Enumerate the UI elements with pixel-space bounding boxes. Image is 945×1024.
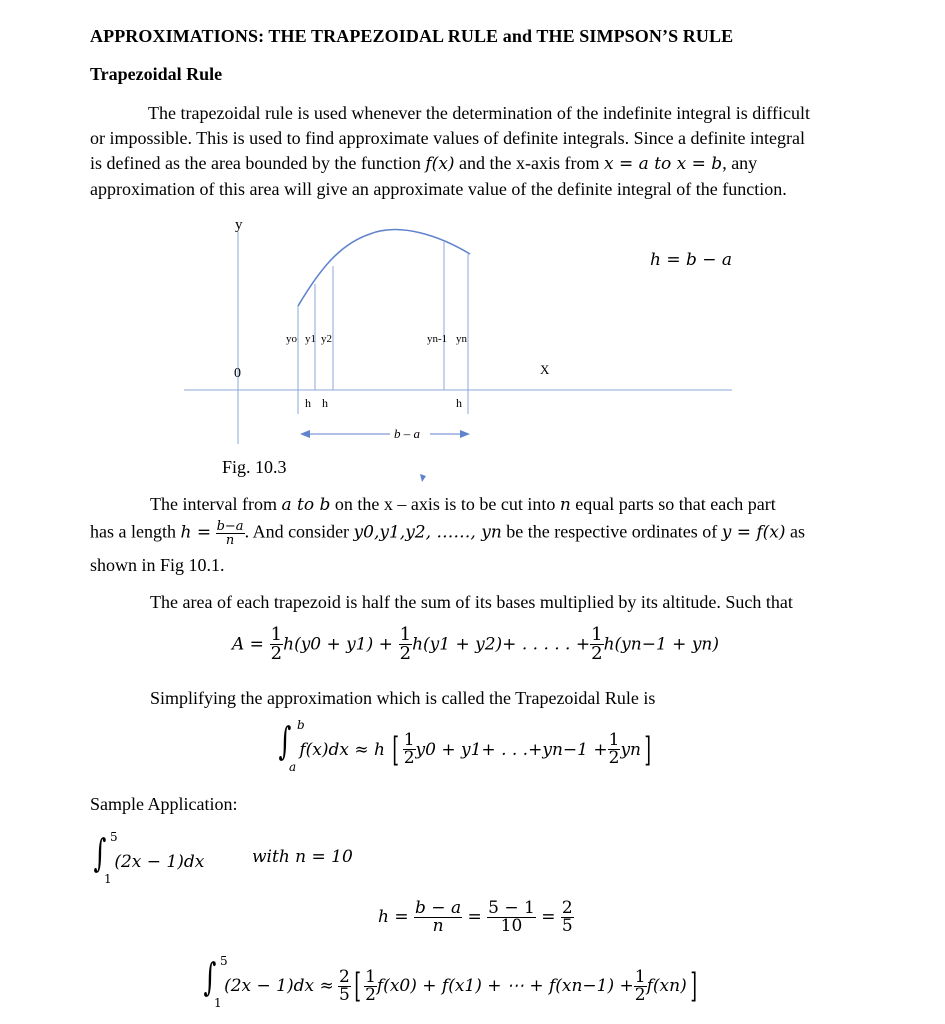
simplify-text: Simplifying the approximation which is called the Trapezoidal Rule is bbox=[150, 688, 656, 708]
final-last-term: f(xn) bbox=[646, 976, 687, 997]
text: be the respective ordinates of bbox=[501, 521, 722, 542]
page-title: APPROXIMATIONS: THE TRAPEZOIDAL RULE and THE SIMPSON’S RULE bbox=[90, 26, 734, 46]
h-fraction bbox=[561, 900, 574, 935]
formula-lhs: A = bbox=[232, 634, 264, 655]
fraction-numerator: 5 − 1 bbox=[488, 898, 535, 918]
intro-text: and the x-axis from bbox=[454, 153, 605, 173]
fraction-numerator: 2 bbox=[561, 898, 573, 918]
fraction-numerator: 1 bbox=[634, 966, 646, 987]
half-fraction bbox=[364, 966, 377, 1005]
text: The interval from bbox=[150, 494, 282, 514]
h-equation: h = b − a bbox=[650, 250, 733, 270]
fraction-numerator: 1 bbox=[270, 624, 283, 645]
function-fx: f(x) bbox=[425, 154, 455, 174]
text: . And consider bbox=[244, 521, 354, 542]
formula-term: h(y1 + y2)+ . . . . . + bbox=[412, 634, 591, 655]
cursor-arrow-icon bbox=[420, 474, 426, 482]
fraction-denominator: n bbox=[225, 533, 235, 548]
ordinates-list: y0,y1,y2, ……, yn bbox=[353, 522, 502, 543]
text: on the x – axis is to be cut into bbox=[330, 494, 560, 514]
ordinate-label: y2 bbox=[321, 333, 332, 345]
interval-range: a to b bbox=[281, 495, 331, 515]
fraction-denominator: 2 bbox=[365, 984, 376, 1005]
fraction-numerator: b−a bbox=[216, 519, 244, 534]
arrow-left-icon bbox=[300, 430, 310, 438]
n-symbol: n bbox=[559, 495, 571, 515]
lower-limit: a bbox=[289, 760, 297, 774]
h-fraction bbox=[487, 900, 536, 935]
intro-paragraph bbox=[90, 101, 858, 202]
interval-line-2 bbox=[90, 520, 860, 547]
fraction-denominator: 5 bbox=[338, 984, 350, 1005]
fraction-denominator: 2 bbox=[608, 748, 620, 769]
ordinate-label: y1 bbox=[305, 333, 316, 345]
half-fraction bbox=[270, 626, 283, 663]
fraction-numerator: 2 bbox=[338, 966, 350, 987]
sample-integral bbox=[90, 830, 205, 886]
right-bracket: ] bbox=[644, 729, 651, 770]
equals: = bbox=[541, 907, 556, 927]
h-calculation bbox=[378, 900, 574, 935]
figure-caption: Fig. 10.3 bbox=[222, 457, 287, 477]
fraction-denominator: 2 bbox=[403, 748, 415, 769]
arrow-right-icon bbox=[460, 430, 470, 438]
fraction-denominator: n bbox=[432, 916, 444, 936]
fraction-numerator: 1 bbox=[403, 730, 415, 751]
y-axis-label: y bbox=[235, 217, 243, 233]
upper-limit: 5 bbox=[220, 954, 228, 968]
h-fraction bbox=[216, 520, 245, 547]
ordinate-label: yn bbox=[456, 333, 467, 345]
h-symbol: h = bbox=[180, 522, 212, 543]
formula-term: h(y0 + y1) + bbox=[283, 634, 393, 655]
half-fraction bbox=[634, 966, 647, 1005]
formula-term: h(yn−1 + yn) bbox=[603, 634, 720, 655]
integrand: (2x − 1)dx ≈ bbox=[224, 976, 334, 997]
coefficient-fraction bbox=[338, 966, 351, 1005]
n-value: with n = 10 bbox=[252, 847, 353, 867]
ordinate-label: yo bbox=[286, 333, 297, 345]
fraction-denominator: 2 bbox=[399, 643, 412, 664]
last-term: yn bbox=[620, 739, 641, 760]
area-text: The area of each trapezoid is half the sum of its bases multiplied by its altitude. Such that bbox=[150, 592, 793, 612]
integrand: (2x − 1)dx bbox=[114, 851, 205, 872]
integral-sign: ∫ bbox=[278, 719, 292, 763]
intro-line-4: approximation of this area will give an approximate value of the definite integral of the function. bbox=[90, 179, 787, 199]
h-label: h bbox=[305, 396, 311, 410]
integral-sign: ∫ bbox=[203, 955, 217, 999]
lower-limit: 1 bbox=[104, 872, 112, 886]
integral-sign: ∫ bbox=[93, 831, 107, 875]
origin-label: 0 bbox=[234, 366, 241, 381]
upper-limit: b bbox=[297, 718, 305, 732]
trapezoidal-rule-formula bbox=[275, 718, 654, 774]
interval-line-3: shown in Fig 10.1. bbox=[90, 555, 225, 575]
fraction-numerator: 1 bbox=[591, 624, 603, 645]
text: has a length bbox=[90, 521, 181, 542]
fraction-denominator: 5 bbox=[561, 916, 573, 936]
left-bracket: [ bbox=[354, 966, 361, 1007]
half-fraction bbox=[399, 626, 412, 663]
y-function: y = f(x) bbox=[721, 522, 786, 543]
rule-terms: y0 + y1+ . . .+yn−1 + bbox=[415, 739, 608, 760]
half-fraction bbox=[590, 626, 603, 663]
section-heading: Trapezoidal Rule bbox=[90, 64, 223, 84]
x-axis-label: X bbox=[540, 362, 550, 377]
lower-limit: 1 bbox=[214, 996, 222, 1010]
text: equal parts so that each part bbox=[570, 494, 776, 514]
text: as bbox=[785, 521, 806, 542]
final-terms: f(x0) + f(x1) + ⋯ + f(xn−1) + bbox=[376, 976, 634, 997]
intro-line-1: The trapezoidal rule is used whenever the determination of the indefinite integral is difficult bbox=[148, 103, 810, 123]
left-bracket: [ bbox=[392, 729, 400, 770]
intro-text: , any bbox=[722, 153, 758, 173]
integrand: f(x)dx ≈ h bbox=[299, 739, 385, 760]
fraction-denominator: 2 bbox=[270, 643, 283, 664]
half-fraction bbox=[403, 732, 416, 767]
intro-text: is defined as the area bounded by the function bbox=[90, 153, 426, 173]
fraction-numerator: 1 bbox=[399, 624, 412, 645]
h-fraction bbox=[414, 900, 462, 935]
fraction-numerator: b − a bbox=[415, 898, 462, 918]
interval-line-1 bbox=[150, 494, 860, 515]
h-label: h bbox=[322, 396, 328, 410]
equals: = bbox=[467, 907, 482, 927]
fraction-numerator: 1 bbox=[608, 730, 620, 751]
fraction-denominator: 2 bbox=[591, 643, 603, 664]
half-fraction bbox=[608, 732, 621, 767]
h-lhs: h = bbox=[378, 907, 409, 927]
interval-label: b – a bbox=[394, 426, 420, 441]
intro-line-2: or impossible. This is used to find approximate values of definite integrals. Since a definite integral bbox=[90, 128, 805, 148]
fraction-denominator: 10 bbox=[500, 916, 523, 936]
upper-limit: 5 bbox=[110, 830, 118, 844]
fraction-denominator: 2 bbox=[634, 984, 646, 1005]
sample-label: Sample Application: bbox=[90, 794, 238, 814]
right-bracket: ] bbox=[690, 966, 697, 1007]
ordinate-label: yn-1 bbox=[427, 333, 448, 345]
final-approximation bbox=[200, 954, 700, 1010]
area-formula bbox=[232, 626, 719, 663]
h-label: h bbox=[456, 396, 462, 410]
interval-expression: x = a to x = b bbox=[604, 154, 723, 174]
fraction-numerator: 1 bbox=[365, 966, 376, 987]
intro-line-3 bbox=[90, 151, 858, 177]
